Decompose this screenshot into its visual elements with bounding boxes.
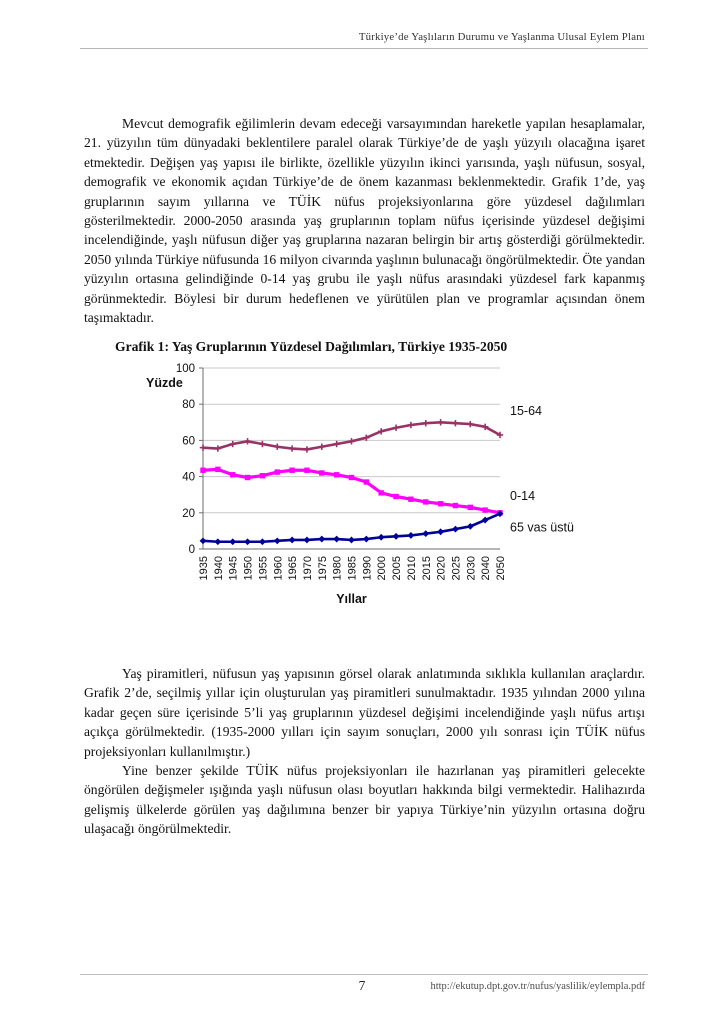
svg-text:1945: 1945 xyxy=(227,556,240,581)
page-number: 7 xyxy=(358,978,366,993)
paragraph-2: Yaş piramitleri, nüfusun yaş yapısının görsel olarak anlatımında sıklıkla kullanılan araçlardır. Grafik 2’de, seçilmiş yıllar için oluşturulan yaş piramitleri sunulmaktadır. 1935 yılından 2000 yılına kadar geçen süre içerisinde 5’li yaş gruplarının yüzdesel değişimi incelendiğinde yaşlı nüfus artışı açıkça görülmektedir. (1935-2000 yılları için sayım sonuçları, 2000 yılı sonrası için TÜİK nüfus projeksiyonları kullanılmıştır.) xyxy=(84,666,645,759)
svg-text:40: 40 xyxy=(182,471,195,484)
svg-text:80: 80 xyxy=(182,399,195,412)
svg-text:1990: 1990 xyxy=(361,556,374,581)
svg-text:1980: 1980 xyxy=(331,556,344,581)
svg-text:2020: 2020 xyxy=(435,556,448,581)
svg-text:2030: 2030 xyxy=(465,556,478,581)
body-text-block-2 xyxy=(84,664,645,839)
svg-text:65 vas üstü: 65 vas üstü xyxy=(510,520,574,535)
svg-text:1940: 1940 xyxy=(212,556,225,581)
header-rule xyxy=(80,48,648,49)
running-header: Türkiye’de Yaşlıların Durumu ve Yaşlanma Ulusal Eylem Planı xyxy=(358,31,645,43)
paragraph-3: Yine benzer şekilde TÜİK nüfus projeksiyonları ile hazırlanan yaş piramitleri gelecekte öngörülen değişmeler ışığında yaşlı nüfusun olası boyutları hakkında bilgi vermektedir. Halihazırda gelişmiş ülkelerde görülen yaş dağılımına benzer bir yapıya Türkiye’nin yüzyılın ortasına doğru ulaşacağı öngörülmektedir. xyxy=(84,763,645,837)
svg-text:60: 60 xyxy=(182,435,195,448)
svg-text:Yüzde: Yüzde xyxy=(146,376,183,390)
footer-rule xyxy=(80,974,648,975)
svg-text:2050: 2050 xyxy=(495,556,507,581)
svg-text:100: 100 xyxy=(175,363,195,375)
svg-text:20: 20 xyxy=(182,507,195,520)
svg-text:1975: 1975 xyxy=(316,556,329,581)
svg-text:1965: 1965 xyxy=(287,556,300,581)
svg-text:1950: 1950 xyxy=(242,556,255,581)
line-chart-canvas xyxy=(140,356,590,614)
svg-text:2000: 2000 xyxy=(376,556,389,581)
svg-text:1970: 1970 xyxy=(301,556,314,581)
svg-text:1955: 1955 xyxy=(257,556,270,581)
svg-text:0-14: 0-14 xyxy=(510,488,536,503)
svg-text:2010: 2010 xyxy=(405,556,418,581)
svg-text:2025: 2025 xyxy=(450,556,463,581)
svg-text:15-64: 15-64 xyxy=(510,403,542,418)
body-text-block-1 xyxy=(84,114,645,327)
svg-text:1960: 1960 xyxy=(272,556,285,581)
svg-text:1935: 1935 xyxy=(198,556,210,581)
svg-text:1985: 1985 xyxy=(346,556,359,581)
svg-text:2015: 2015 xyxy=(420,556,433,581)
percentage-distribution-chart xyxy=(140,356,590,614)
chart-title: Grafik 1: Yaş Gruplarının Yüzdesel Dağılımları, Türkiye 1935-2050 xyxy=(115,339,508,354)
svg-text:0: 0 xyxy=(188,544,195,556)
svg-text:Yıllar: Yıllar xyxy=(336,592,367,606)
footer-url: http://ekutup.dpt.gov.tr/nufus/yaslilik/eylempla.pdf xyxy=(430,981,645,992)
svg-text:2040: 2040 xyxy=(480,556,493,581)
paragraph-1: Mevcut demografik eğilimlerin devam edeceği varsayımından hareketle yapılan hesaplamalar, 21. yüzyılın tüm dünyadaki beklentilere paralel olarak Türkiye’de de yaşlı yüzyılı olacağına işaret etmektedir. Değişen yaş yapısı ile birlikte, özellikle yüzyılın ikinci yarısında, yaşlı nüfusun, sosyal, demografik ve ekonomik açıdan Türkiye’de de önem kazanması beklenmektedir. Grafik 1’de, yaş gruplarının sayım yıllarına ve TÜİK nüfus projeksiyonlarına göre yüzdesel dağılımları gösterilmektedir. 2000-2050 arasında yaş gruplarının toplam nüfus içerisinde yüzdesel değişimi incelendiğinde, yaşlı nüfusun diğer yaş gruplarına nazaran belirgin bir artış gösterdiği görülmektedir. 2050 yılında Türkiye nüfusunda 16 milyon civarında yaşlının bulunacağı öngörülmektedir. Öte yandan yüzyılın ortasına gelindiğinde 0-14 yaş grubu ile yaşlı nüfus arasındaki yüzdesel fark kapanmış görünmektedir. Böylesi bir durum hedeflenen ve yürütülen plan ve programlar açısından önem taşımaktadır. xyxy=(84,116,645,326)
svg-text:2005: 2005 xyxy=(391,556,404,581)
